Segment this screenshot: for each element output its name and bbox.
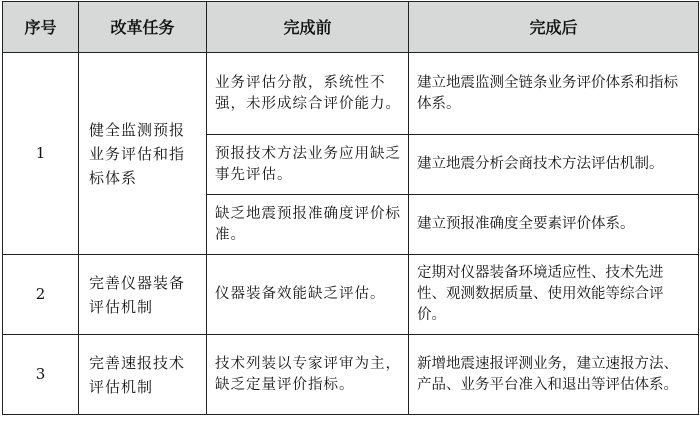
header-after: 完成后 xyxy=(409,2,699,53)
table-row xyxy=(3,335,699,415)
row-task: 完善速报技术评估机制 xyxy=(79,335,207,415)
row-seq: 3 xyxy=(3,335,79,415)
cell-after: 建立地震监测全链条业务评价体系和指标体系。 xyxy=(409,53,699,135)
cell-before: 业务评估分散，系统性不强，未形成综合评价能力。 xyxy=(207,53,409,135)
row-seq: 2 xyxy=(3,255,79,335)
table-row xyxy=(3,255,699,335)
cell-before: 预报技术方法业务应用缺乏事先评估。 xyxy=(207,135,409,195)
header-task: 改革任务 xyxy=(79,2,207,53)
cell-before: 技术列装以专家评审为主，缺乏定量评价指标。 xyxy=(207,335,409,415)
cell-after: 建立地震分析会商技术方法评估机制。 xyxy=(409,135,699,195)
reform-task-table xyxy=(2,1,699,415)
cell-before: 缺乏地震预报准确度评价标准。 xyxy=(207,195,409,255)
cell-after: 建立预报准确度全要素评价体系。 xyxy=(409,195,699,255)
row-seq: 1 xyxy=(3,53,79,255)
table-row xyxy=(3,53,699,135)
cell-before: 仪器装备效能缺乏评估。 xyxy=(207,255,409,335)
header-seq: 序号 xyxy=(3,2,79,53)
cell-after: 定期对仪器装备环境适应性、技术先进性、观测数据质量、使用效能等综合评价。 xyxy=(409,255,699,335)
row-task: 完善仪器装备评估机制 xyxy=(79,255,207,335)
header-row xyxy=(3,2,699,53)
header-before: 完成前 xyxy=(207,2,409,53)
cell-after: 新增地震速报评测业务，建立速报方法、产品、业务平台准入和退出等评估体系。 xyxy=(409,335,699,415)
row-task: 健全监测预报业务评估和指标体系 xyxy=(79,53,207,255)
